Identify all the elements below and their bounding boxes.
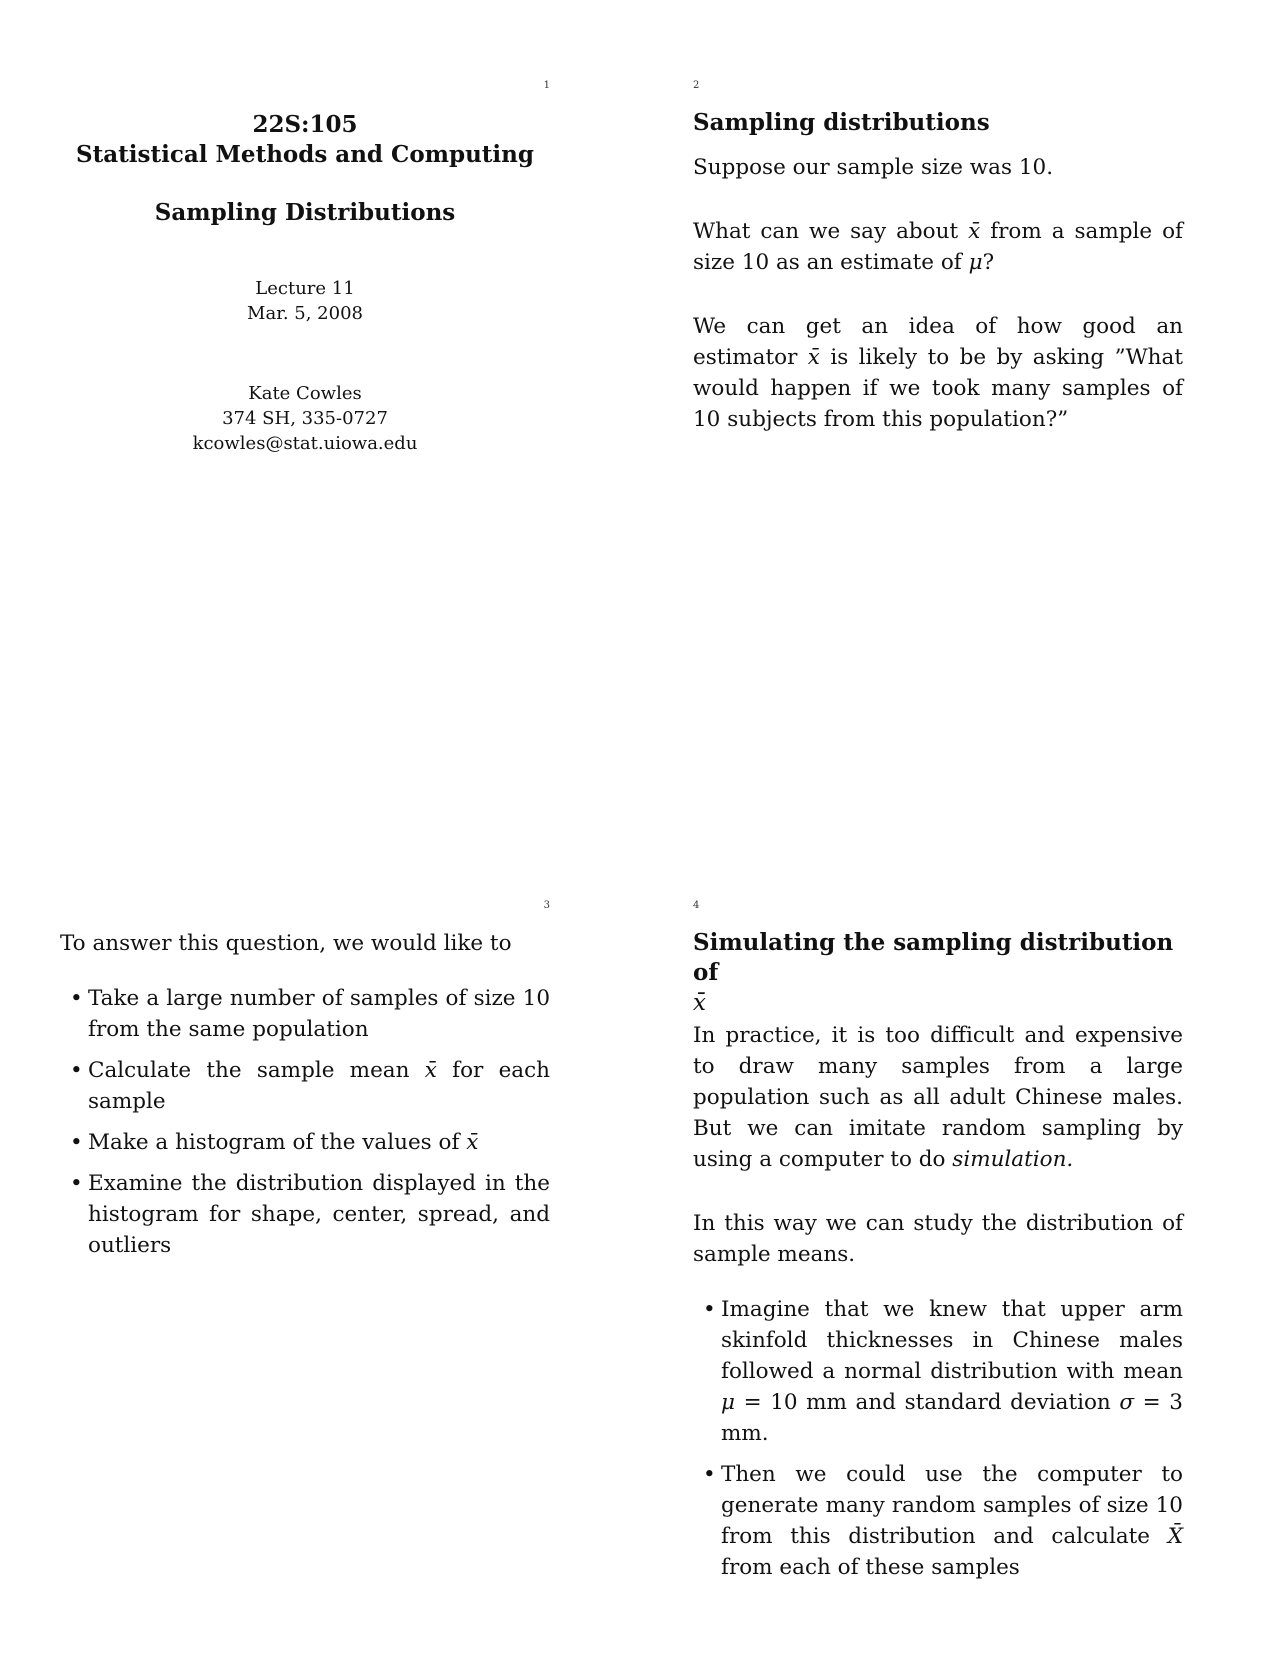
course-name: Statistical Methods and Computing (76, 141, 534, 168)
list-item (693, 1459, 1183, 1583)
text-run: In practice, it is too difficult and expensive to draw many samples from a large population such as all adult Chinese males. But we can imitate random sampling by using a computer to do (693, 1023, 1183, 1172)
bullet-list (693, 1294, 1183, 1583)
bullet-icon: • (70, 986, 83, 1011)
paragraph-sample-means: In this way we can study the distribution of sample means. (693, 1211, 1183, 1267)
xbar-symbol: x̄ (466, 1130, 479, 1155)
page-number: 4 (693, 900, 700, 911)
list-item (60, 1168, 550, 1261)
text-run: Imagine that we knew that upper arm skinfold thicknesses in Chinese males followed a normal distribution with mean (721, 1297, 1183, 1384)
xbar-capital-symbol: X̄ (1167, 1524, 1183, 1549)
text-run: for each sample (88, 1058, 551, 1114)
text-run: What can we say about (693, 219, 969, 244)
paragraph-simulation (693, 1020, 1183, 1175)
text-run: from each of these samples (721, 1555, 1020, 1580)
bullet-icon: • (703, 1297, 716, 1322)
xbar-symbol: x̄ (807, 345, 820, 370)
title-block (60, 110, 550, 456)
paragraph-estimate-question (693, 216, 1183, 278)
text-run: from a sample of size 10 as an estimate of (693, 219, 1183, 275)
paragraph-sample-size: Suppose our sample size was 10. (693, 155, 1054, 180)
mu-symbol: μ (721, 1390, 735, 1415)
list-item (60, 1055, 550, 1117)
text-run: Then we could use the computer to generate many random samples of size 10 from this distribution and calculate (721, 1462, 1183, 1549)
xbar-symbol: x̄ (968, 219, 981, 244)
slide-title: Sampling distributions (693, 109, 990, 136)
mu-symbol: μ (968, 250, 983, 275)
sigma-symbol: σ (1119, 1390, 1135, 1415)
intro-text: To answer this question, we would like to (60, 931, 512, 956)
list-item (60, 983, 550, 1045)
course-code: 22S:105 (252, 111, 358, 138)
page-number: 1 (543, 80, 550, 91)
bullet-icon: • (70, 1171, 83, 1196)
emphasis-simulation: simulation. (952, 1147, 1074, 1172)
bullet-list (60, 983, 550, 1261)
lecture-info (60, 276, 550, 326)
text-run: Make a histogram of the values of (88, 1130, 467, 1155)
text-run: = 3 mm. (721, 1390, 1183, 1446)
text-run: We can get an idea of how good an estimator (693, 314, 1183, 370)
author-info (60, 381, 550, 456)
author-office: 374 SH, 335-0727 (222, 408, 388, 429)
paragraph-estimator-idea (693, 311, 1183, 435)
slide-title-text: Simulating the sampling distribution of (693, 929, 1174, 986)
list-item (693, 1294, 1183, 1449)
page-number: 2 (693, 80, 700, 91)
xbar-symbol: x̄ (424, 1058, 437, 1083)
bullet-icon: • (703, 1462, 716, 1487)
slide-content (693, 1020, 1183, 1593)
page-number: 3 (543, 900, 550, 911)
text-run: ? (982, 250, 995, 275)
bullet-icon: • (70, 1130, 83, 1155)
author-email: kcowles@stat.uiowa.edu (192, 433, 418, 454)
list-item (60, 1127, 550, 1158)
list-item-text: Examine the distribution displayed in the histogram for shape, center, spread, and outliers (88, 1171, 550, 1258)
author-name: Kate Cowles (248, 383, 362, 404)
text-run: Calculate the sample mean (88, 1058, 425, 1083)
slide-content (60, 928, 550, 1271)
text-run: is likely to be by asking ”What would happen if we took many samples of 10 subjects from this population?” (693, 345, 1183, 432)
bullet-icon: • (70, 1058, 83, 1083)
xbar-symbol: x̄ (693, 990, 706, 1016)
list-item-text: Take a large number of samples of size 10 from the same population (88, 986, 550, 1042)
slide-content (693, 152, 1183, 468)
lecture-date: Mar. 5, 2008 (247, 303, 363, 324)
lecture-number: Lecture 11 (255, 278, 355, 299)
text-run: = 10 mm and standard deviation (734, 1390, 1120, 1415)
lecture-topic: Sampling Distributions (154, 199, 456, 226)
slide-title (693, 928, 1183, 1018)
